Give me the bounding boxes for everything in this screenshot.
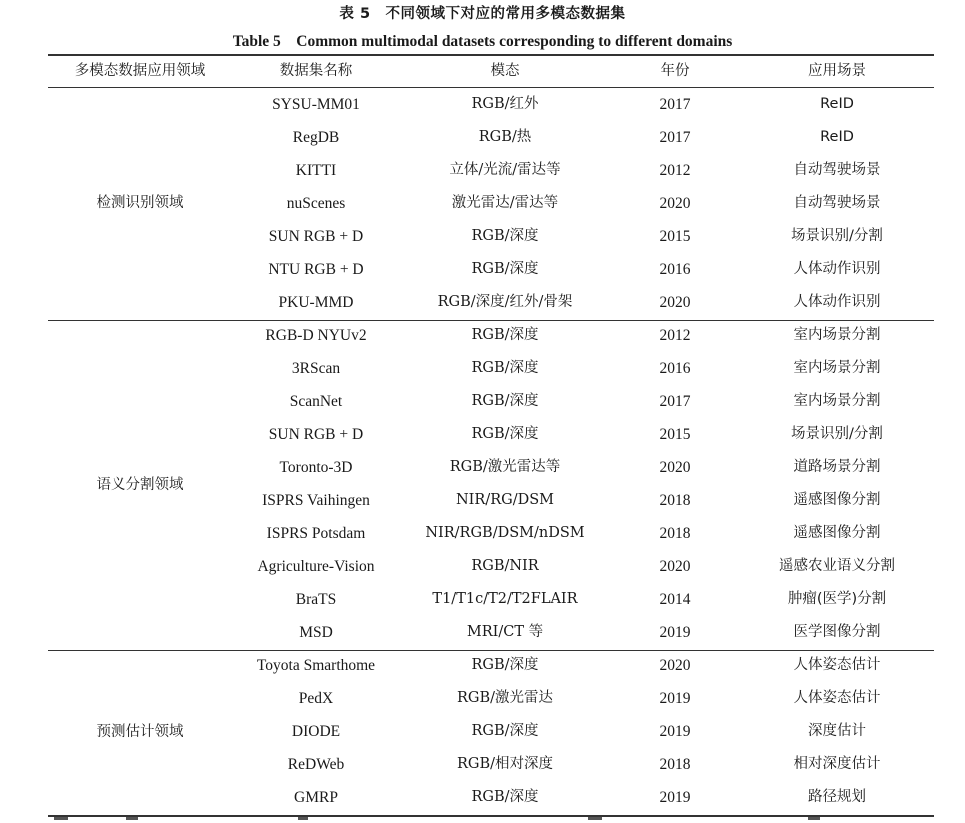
group-domain-label: 预测估计领域	[96, 724, 184, 740]
cell-year: 2012	[659, 327, 691, 344]
cell-year: 2015	[659, 228, 691, 245]
header-modality: 模态	[490, 63, 520, 79]
cell-modality: RGB/深度/红外/骨架	[437, 294, 573, 310]
cell-application: 医学图像分割	[793, 624, 881, 640]
cell-dataset-name: BraTS	[295, 591, 337, 608]
cell-modality: 激光雷达/雷达等	[451, 195, 559, 211]
cell-application: 遥感图像分割	[793, 525, 881, 541]
cell-application: 路径规划	[808, 789, 866, 805]
cell-modality: RGB/深度	[471, 261, 539, 277]
header-domain: 多模态数据应用领域	[74, 63, 206, 79]
cell-application: 遥感图像分割	[793, 492, 881, 508]
header-application: 应用场景	[808, 63, 866, 79]
cell-year: 2012	[659, 162, 691, 179]
header-year: 年份	[660, 63, 690, 79]
cell-application: 深度估计	[808, 723, 866, 739]
footnote-line-cropped	[48, 815, 934, 823]
cell-application: 人体动作识别	[793, 294, 881, 310]
cell-modality: RGB/深度	[471, 360, 539, 376]
cell-year: 2014	[659, 591, 691, 608]
cell-modality: RGB/激光雷达等	[449, 459, 561, 475]
cell-application: 场景识别/分割	[791, 228, 883, 244]
cell-year: 2020	[659, 294, 691, 311]
cell-modality: RGB/深度	[471, 426, 539, 442]
cell-dataset-name: PKU-MMD	[278, 294, 354, 311]
cell-application: ReID	[820, 96, 854, 112]
cell-dataset-name: MSD	[299, 624, 333, 641]
cell-modality: RGB/NIR	[471, 558, 539, 574]
cell-modality: 立体/光流/雷达等	[449, 162, 561, 178]
cell-dataset-name: SUN RGB + D	[268, 228, 364, 245]
cell-dataset-name: ISPRS Vaihingen	[262, 492, 370, 509]
cell-modality: MRI/CT 等	[466, 624, 544, 640]
cell-year: 2018	[659, 756, 691, 773]
cell-modality: RGB/深度	[471, 789, 539, 805]
cell-application: 室内场景分割	[793, 327, 881, 343]
cell-application: 人体动作识别	[793, 261, 881, 277]
cell-application: 室内场景分割	[793, 360, 881, 376]
cell-application: 道路场景分割	[793, 459, 881, 475]
cell-modality: RGB/深度	[471, 393, 539, 409]
cell-year: 2018	[659, 525, 691, 542]
cell-year: 2019	[659, 624, 691, 641]
cell-year: 2016	[659, 261, 691, 278]
cell-dataset-name: Toyota Smarthome	[256, 657, 376, 674]
cell-dataset-name: ReDWeb	[287, 756, 345, 773]
cell-application: 遥感农业语义分割	[779, 558, 895, 574]
cell-application: 室内场景分割	[793, 393, 881, 409]
cell-dataset-name: Toronto-3D	[279, 459, 353, 476]
cell-year: 2020	[659, 657, 691, 674]
cell-modality: T1/T1c/T2/T2FLAIR	[432, 591, 578, 607]
cell-year: 2020	[659, 195, 691, 212]
cell-dataset-name: SYSU-MM01	[272, 96, 360, 113]
cell-dataset-name: RegDB	[292, 129, 340, 146]
table-caption-cn: 表 5 不同领域下对应的常用多模态数据集	[339, 6, 626, 22]
group-domain-label: 检测识别领域	[96, 195, 184, 211]
cell-year: 2016	[659, 360, 691, 377]
cell-modality: RGB/深度	[471, 228, 539, 244]
cell-modality: RGB/激光雷达	[456, 690, 554, 706]
cell-application: 人体姿态估计	[793, 690, 881, 706]
cell-year: 2018	[659, 492, 691, 509]
cell-dataset-name: KITTI	[295, 162, 337, 179]
cell-year: 2020	[659, 459, 691, 476]
group-domain-label: 语义分割领域	[96, 477, 184, 493]
cell-modality: RGB/深度	[471, 723, 539, 739]
cell-dataset-name: ScanNet	[289, 393, 343, 410]
cell-application: 场景识别/分割	[791, 426, 883, 442]
cell-modality: RGB/热	[478, 129, 532, 145]
header-dataset-name: 数据集名称	[279, 63, 353, 79]
cell-modality: RGB/深度	[471, 657, 539, 673]
cell-dataset-name: nuScenes	[286, 195, 346, 212]
cell-year: 2015	[659, 426, 691, 443]
cell-application: 人体姿态估计	[793, 657, 881, 673]
cell-application: 自动驾驶场景	[793, 162, 881, 178]
table-caption-en: Table 5 Common multimodal datasets corresponding to different domains	[232, 33, 733, 50]
cell-application: 自动驾驶场景	[793, 195, 881, 211]
cell-modality: RGB/深度	[471, 327, 539, 343]
cell-modality: NIR/RGB/DSM/nDSM	[425, 525, 585, 541]
cell-year: 2017	[659, 129, 691, 146]
cell-year: 2019	[659, 690, 691, 707]
cell-year: 2017	[659, 393, 691, 410]
cell-dataset-name: 3RScan	[291, 360, 341, 377]
cell-modality: RGB/红外	[471, 96, 539, 112]
cell-application: ReID	[820, 129, 854, 145]
cell-dataset-name: RGB-D NYUv2	[265, 327, 367, 344]
cell-application: 肿瘤(医学)分割	[787, 591, 887, 607]
cell-dataset-name: ISPRS Potsdam	[266, 525, 366, 542]
cell-year: 2020	[659, 558, 691, 575]
cell-application: 相对深度估计	[793, 756, 881, 772]
cell-dataset-name: PedX	[298, 690, 334, 707]
cell-modality: NIR/RG/DSM	[455, 492, 554, 508]
cell-modality: RGB/相对深度	[456, 756, 554, 772]
cell-dataset-name: SUN RGB + D	[268, 426, 364, 443]
cell-year: 2019	[659, 723, 691, 740]
cell-year: 2019	[659, 789, 691, 806]
cell-dataset-name: NTU RGB + D	[268, 261, 364, 278]
cell-dataset-name: GMRP	[294, 789, 338, 806]
cell-dataset-name: DIODE	[291, 723, 341, 740]
cell-dataset-name: Agriculture-Vision	[257, 558, 375, 575]
cell-year: 2017	[659, 96, 691, 113]
